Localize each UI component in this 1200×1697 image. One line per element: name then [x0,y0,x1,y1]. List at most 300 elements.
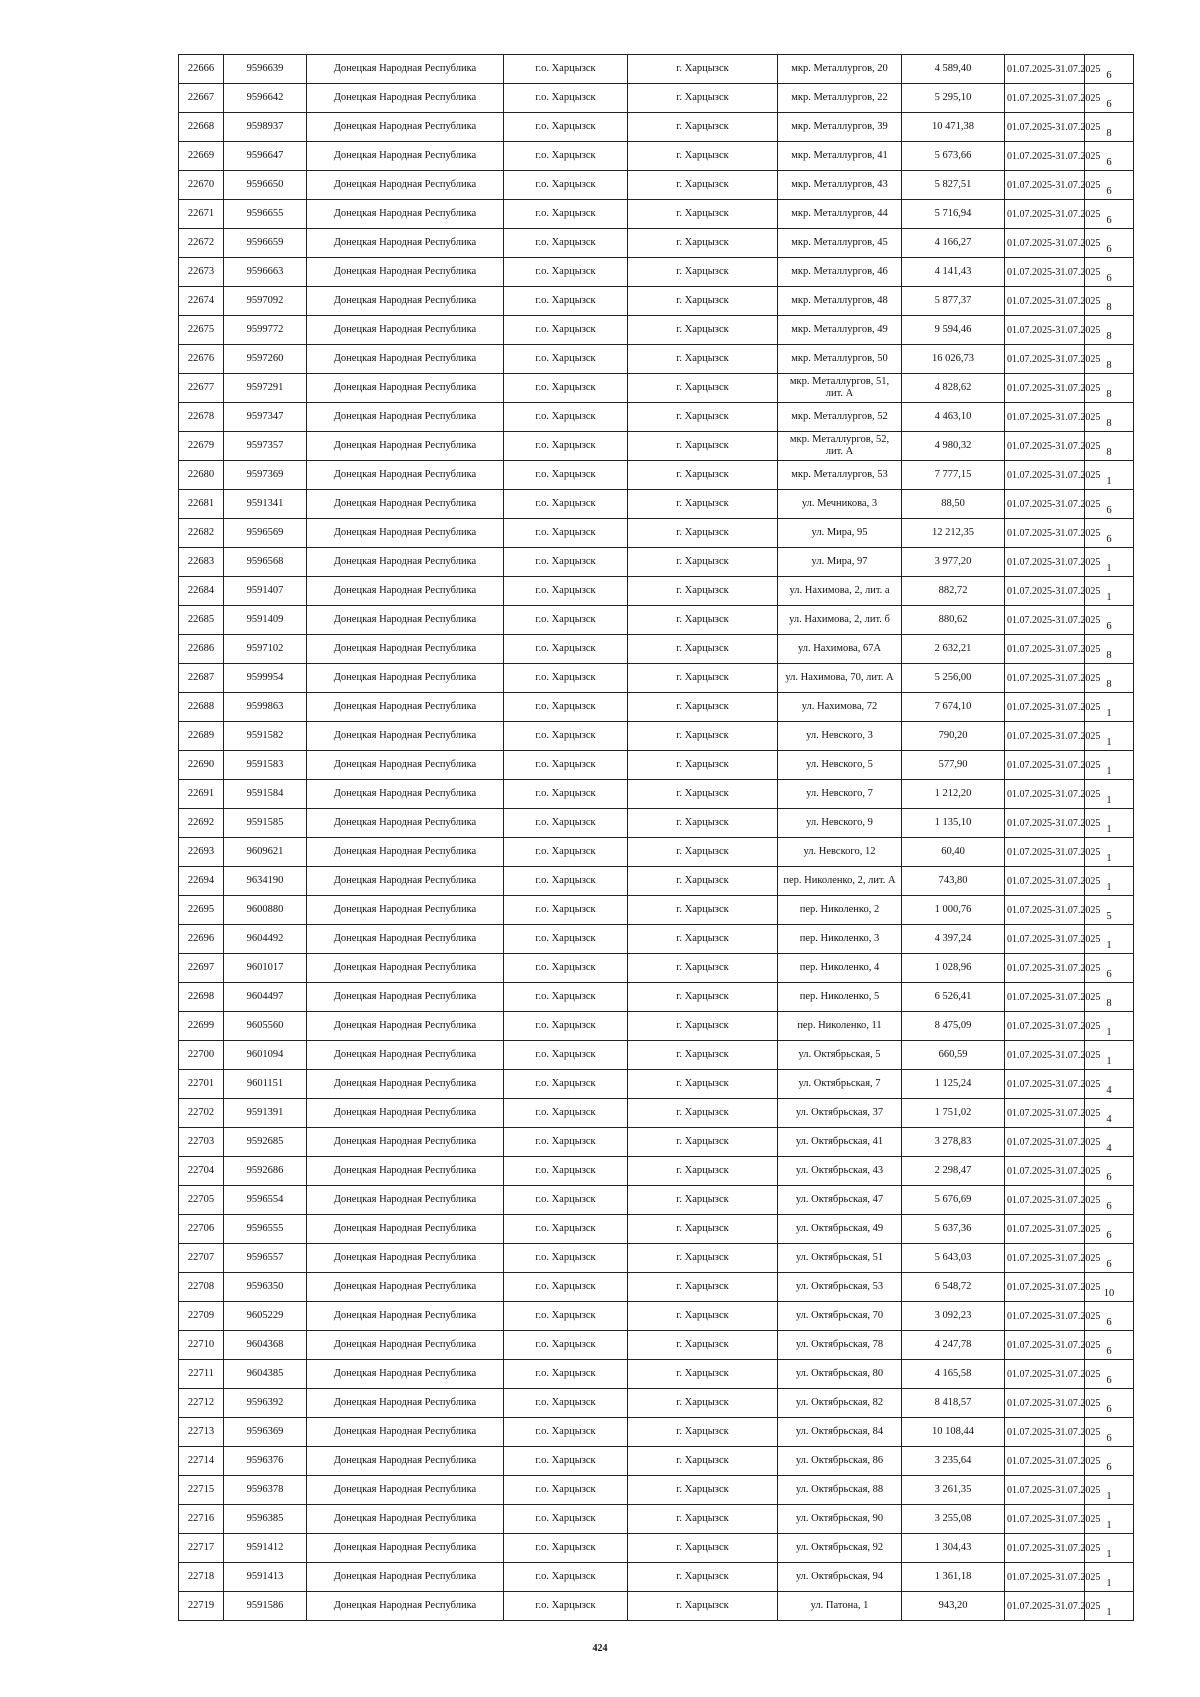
table-row [179,84,1134,113]
city-name: г. Харцызск [628,1244,778,1273]
row-number: 22698 [179,983,224,1012]
table-row [179,896,1134,925]
object-id: 9597092 [224,287,307,316]
street-address: ул. Октябрьская, 5 [778,1041,902,1070]
area-value: 8 475,09 [902,1012,1005,1041]
street-address: ул. Октябрьская, 49 [778,1215,902,1244]
category-number: 1 [1085,548,1134,577]
row-number: 22709 [179,1302,224,1331]
street-address: ул. Октябрьская, 37 [778,1099,902,1128]
period-range: 01.07.2025-31.07.2025 [1005,171,1085,200]
period-range: 01.07.2025-31.07.2025 [1005,577,1085,606]
category-number: 1 [1085,722,1134,751]
city-name: г. Харцызск [628,1215,778,1244]
district-name: г.о. Харцызск [504,1505,628,1534]
district-name: г.о. Харцызск [504,432,628,461]
city-name: г. Харцызск [628,1360,778,1389]
category-number: 6 [1085,1157,1134,1186]
street-address: ул. Невского, 3 [778,722,902,751]
object-id: 9596639 [224,55,307,84]
period-range: 01.07.2025-31.07.2025 [1005,1273,1085,1302]
category-number: 6 [1085,1244,1134,1273]
region-name: Донецкая Народная Республика [307,809,504,838]
district-name: г.о. Харцызск [504,780,628,809]
district-name: г.о. Харцызск [504,258,628,287]
region-name: Донецкая Народная Республика [307,548,504,577]
district-name: г.о. Харцызск [504,1563,628,1592]
category-number: 1 [1085,838,1134,867]
category-number: 6 [1085,84,1134,113]
district-name: г.о. Харцызск [504,577,628,606]
city-name: г. Харцызск [628,171,778,200]
region-name: Донецкая Народная Республика [307,113,504,142]
row-number: 22715 [179,1476,224,1505]
period-range: 01.07.2025-31.07.2025 [1005,258,1085,287]
row-number: 22671 [179,200,224,229]
category-number: 6 [1085,954,1134,983]
table-row [179,954,1134,983]
district-name: г.о. Харцызск [504,925,628,954]
region-name: Донецкая Народная Республика [307,693,504,722]
object-id: 9596350 [224,1273,307,1302]
table-row [179,345,1134,374]
region-name: Донецкая Народная Республика [307,635,504,664]
city-name: г. Харцызск [628,113,778,142]
region-name: Донецкая Народная Республика [307,1447,504,1476]
area-value: 6 548,72 [902,1273,1005,1302]
area-value: 880,62 [902,606,1005,635]
street-address: ул. Октябрьская, 41 [778,1128,902,1157]
row-number: 22692 [179,809,224,838]
region-name: Донецкая Народная Республика [307,461,504,490]
region-name: Донецкая Народная Республика [307,1563,504,1592]
region-name: Донецкая Народная Республика [307,287,504,316]
district-name: г.о. Харцызск [504,142,628,171]
district-name: г.о. Харцызск [504,171,628,200]
region-name: Донецкая Народная Республика [307,925,504,954]
district-name: г.о. Харцызск [504,896,628,925]
table-row [179,519,1134,548]
city-name: г. Харцызск [628,1041,778,1070]
table-row [179,867,1134,896]
street-address: пер. Николенко, 2 [778,896,902,925]
region-name: Донецкая Народная Республика [307,983,504,1012]
period-range: 01.07.2025-31.07.2025 [1005,374,1085,403]
city-name: г. Харцызск [628,1273,778,1302]
region-name: Донецкая Народная Республика [307,838,504,867]
city-name: г. Харцызск [628,693,778,722]
category-number: 8 [1085,287,1134,316]
city-name: г. Харцызск [628,722,778,751]
object-id: 9596650 [224,171,307,200]
region-name: Донецкая Народная Республика [307,519,504,548]
street-address: ул. Октябрьская, 53 [778,1273,902,1302]
row-number: 22688 [179,693,224,722]
row-number: 22690 [179,751,224,780]
category-number: 6 [1085,200,1134,229]
area-value: 2 298,47 [902,1157,1005,1186]
period-range: 01.07.2025-31.07.2025 [1005,461,1085,490]
object-id: 9596568 [224,548,307,577]
city-name: г. Харцызск [628,229,778,258]
category-number: 1 [1085,1534,1134,1563]
period-range: 01.07.2025-31.07.2025 [1005,1186,1085,1215]
city-name: г. Харцызск [628,896,778,925]
city-name: г. Харцызск [628,287,778,316]
row-number: 22676 [179,345,224,374]
street-address: мкр. Металлургов, 49 [778,316,902,345]
category-number: 8 [1085,635,1134,664]
row-number: 22683 [179,548,224,577]
row-number: 22711 [179,1360,224,1389]
street-address: мкр. Металлургов, 52, лит. А [778,432,902,461]
city-name: г. Харцызск [628,1389,778,1418]
city-name: г. Харцызск [628,1447,778,1476]
table-row [179,1215,1134,1244]
category-number: 5 [1085,896,1134,925]
area-value: 7 674,10 [902,693,1005,722]
city-name: г. Харцызск [628,374,778,403]
category-number: 4 [1085,1070,1134,1099]
city-name: г. Харцызск [628,142,778,171]
period-range: 01.07.2025-31.07.2025 [1005,1012,1085,1041]
table-row [179,461,1134,490]
row-number: 22666 [179,55,224,84]
table-row [179,316,1134,345]
district-name: г.о. Харцызск [504,693,628,722]
street-address: мкр. Металлургов, 53 [778,461,902,490]
period-range: 01.07.2025-31.07.2025 [1005,693,1085,722]
region-name: Донецкая Народная Республика [307,606,504,635]
row-number: 22681 [179,490,224,519]
object-id: 9634190 [224,867,307,896]
street-address: ул. Октябрьская, 47 [778,1186,902,1215]
area-value: 88,50 [902,490,1005,519]
row-number: 22693 [179,838,224,867]
category-number: 8 [1085,403,1134,432]
row-number: 22707 [179,1244,224,1273]
district-name: г.о. Харцызск [504,1041,628,1070]
area-value: 10 108,44 [902,1418,1005,1447]
object-id: 9597260 [224,345,307,374]
district-name: г.о. Харцызск [504,664,628,693]
row-number: 22673 [179,258,224,287]
region-name: Донецкая Народная Республика [307,1186,504,1215]
table-row [179,635,1134,664]
district-name: г.о. Харцызск [504,55,628,84]
city-name: г. Харцызск [628,316,778,345]
row-number: 22701 [179,1070,224,1099]
row-number: 22717 [179,1534,224,1563]
area-value: 1 000,76 [902,896,1005,925]
period-range: 01.07.2025-31.07.2025 [1005,1041,1085,1070]
street-address: мкр. Металлургов, 41 [778,142,902,171]
category-number: 1 [1085,751,1134,780]
object-id: 9596376 [224,1447,307,1476]
region-name: Донецкая Народная Республика [307,142,504,171]
period-range: 01.07.2025-31.07.2025 [1005,1215,1085,1244]
street-address: ул. Октябрьская, 82 [778,1389,902,1418]
registry-rows [179,55,1134,1621]
region-name: Донецкая Народная Республика [307,1157,504,1186]
table-row [179,287,1134,316]
period-range: 01.07.2025-31.07.2025 [1005,1447,1085,1476]
district-name: г.о. Харцызск [504,374,628,403]
city-name: г. Харцызск [628,519,778,548]
region-name: Донецкая Народная Республика [307,780,504,809]
district-name: г.о. Харцызск [504,1215,628,1244]
period-range: 01.07.2025-31.07.2025 [1005,200,1085,229]
district-name: г.о. Харцызск [504,1070,628,1099]
city-name: г. Харцызск [628,345,778,374]
region-name: Донецкая Народная Республика [307,1070,504,1099]
row-number: 22667 [179,84,224,113]
table-row [179,1563,1134,1592]
region-name: Донецкая Народная Республика [307,1273,504,1302]
region-name: Донецкая Народная Республика [307,954,504,983]
table-row [179,490,1134,519]
row-number: 22719 [179,1592,224,1621]
district-name: г.о. Харцызск [504,84,628,113]
region-name: Донецкая Народная Республика [307,84,504,113]
district-name: г.о. Харцызск [504,229,628,258]
row-number: 22712 [179,1389,224,1418]
object-id: 9604368 [224,1331,307,1360]
row-number: 22695 [179,896,224,925]
table-row [179,113,1134,142]
period-range: 01.07.2025-31.07.2025 [1005,229,1085,258]
region-name: Донецкая Народная Республика [307,1476,504,1505]
row-number: 22685 [179,606,224,635]
street-address: мкр. Металлургов, 45 [778,229,902,258]
category-number: 1 [1085,809,1134,838]
area-value: 5 295,10 [902,84,1005,113]
row-number: 22668 [179,113,224,142]
category-number: 1 [1085,1505,1134,1534]
region-name: Донецкая Народная Республика [307,1244,504,1273]
street-address: ул. Нахимова, 70, лит. А [778,664,902,693]
area-value: 943,20 [902,1592,1005,1621]
district-name: г.о. Харцызск [504,722,628,751]
city-name: г. Харцызск [628,548,778,577]
period-range: 01.07.2025-31.07.2025 [1005,1099,1085,1128]
region-name: Донецкая Народная Республика [307,896,504,925]
area-value: 5 827,51 [902,171,1005,200]
object-id: 9599772 [224,316,307,345]
city-name: г. Харцызск [628,751,778,780]
area-value: 4 397,24 [902,925,1005,954]
street-address: ул. Октябрьская, 84 [778,1418,902,1447]
area-value: 1 304,43 [902,1534,1005,1563]
row-number: 22679 [179,432,224,461]
object-id: 9592685 [224,1128,307,1157]
period-range: 01.07.2025-31.07.2025 [1005,1360,1085,1389]
street-address: пер. Николенко, 4 [778,954,902,983]
object-id: 9596647 [224,142,307,171]
period-range: 01.07.2025-31.07.2025 [1005,925,1085,954]
region-name: Донецкая Народная Республика [307,403,504,432]
area-value: 1 212,20 [902,780,1005,809]
category-number: 8 [1085,664,1134,693]
category-number: 6 [1085,1447,1134,1476]
object-id: 9601151 [224,1070,307,1099]
district-name: г.о. Харцызск [504,809,628,838]
period-range: 01.07.2025-31.07.2025 [1005,1389,1085,1418]
district-name: г.о. Харцызск [504,548,628,577]
table-row [179,1331,1134,1360]
district-name: г.о. Харцызск [504,1012,628,1041]
region-name: Донецкая Народная Республика [307,1360,504,1389]
region-name: Донецкая Народная Республика [307,722,504,751]
region-name: Донецкая Народная Республика [307,1418,504,1447]
row-number: 22714 [179,1447,224,1476]
street-address: мкр. Металлургов, 51, лит. А [778,374,902,403]
object-id: 9591584 [224,780,307,809]
area-value: 577,90 [902,751,1005,780]
period-range: 01.07.2025-31.07.2025 [1005,809,1085,838]
city-name: г. Харцызск [628,635,778,664]
district-name: г.о. Харцызск [504,1157,628,1186]
district-name: г.о. Харцызск [504,1331,628,1360]
category-number: 1 [1085,925,1134,954]
district-name: г.о. Харцызск [504,316,628,345]
row-number: 22675 [179,316,224,345]
street-address: пер. Николенко, 5 [778,983,902,1012]
region-name: Донецкая Народная Республика [307,345,504,374]
street-address: ул. Невского, 7 [778,780,902,809]
table-row [179,1505,1134,1534]
city-name: г. Харцызск [628,1476,778,1505]
object-id: 9596555 [224,1215,307,1244]
period-range: 01.07.2025-31.07.2025 [1005,316,1085,345]
area-value: 1 028,96 [902,954,1005,983]
object-id: 9597369 [224,461,307,490]
district-name: г.о. Харцызск [504,635,628,664]
city-name: г. Харцызск [628,1186,778,1215]
area-value: 882,72 [902,577,1005,606]
area-value: 3 278,83 [902,1128,1005,1157]
table-row [179,1447,1134,1476]
period-range: 01.07.2025-31.07.2025 [1005,432,1085,461]
area-value: 4 165,58 [902,1360,1005,1389]
district-name: г.о. Харцызск [504,287,628,316]
district-name: г.о. Харцызск [504,954,628,983]
object-id: 9591585 [224,809,307,838]
area-value: 790,20 [902,722,1005,751]
period-range: 01.07.2025-31.07.2025 [1005,983,1085,1012]
table-row [179,838,1134,867]
area-value: 10 471,38 [902,113,1005,142]
city-name: г. Харцызск [628,403,778,432]
period-range: 01.07.2025-31.07.2025 [1005,1157,1085,1186]
city-name: г. Харцызск [628,1331,778,1360]
table-row [179,1099,1134,1128]
region-name: Донецкая Народная Республика [307,1099,504,1128]
row-number: 22696 [179,925,224,954]
street-address: мкр. Металлургов, 46 [778,258,902,287]
district-name: г.о. Харцызск [504,1476,628,1505]
area-value: 7 777,15 [902,461,1005,490]
period-range: 01.07.2025-31.07.2025 [1005,1505,1085,1534]
street-address: ул. Октябрьская, 92 [778,1534,902,1563]
city-name: г. Харцызск [628,983,778,1012]
table-row [179,1389,1134,1418]
row-number: 22684 [179,577,224,606]
object-id: 9599954 [224,664,307,693]
street-address: ул. Нахимова, 72 [778,693,902,722]
district-name: г.о. Харцызск [504,1244,628,1273]
page-number: 424 [592,1643,608,1654]
period-range: 01.07.2025-31.07.2025 [1005,113,1085,142]
street-address: мкр. Металлургов, 20 [778,55,902,84]
table-row [179,1534,1134,1563]
object-id: 9604385 [224,1360,307,1389]
city-name: г. Харцызск [628,1157,778,1186]
category-number: 6 [1085,1302,1134,1331]
object-id: 9591413 [224,1563,307,1592]
city-name: г. Харцызск [628,867,778,896]
category-number: 8 [1085,432,1134,461]
category-number: 1 [1085,780,1134,809]
table-row [179,1418,1134,1447]
period-range: 01.07.2025-31.07.2025 [1005,142,1085,171]
area-value: 6 526,41 [902,983,1005,1012]
table-row [179,1592,1134,1621]
district-name: г.о. Харцызск [504,461,628,490]
street-address: ул. Октябрьская, 80 [778,1360,902,1389]
region-name: Донецкая Народная Республика [307,1012,504,1041]
row-number: 22691 [179,780,224,809]
period-range: 01.07.2025-31.07.2025 [1005,954,1085,983]
city-name: г. Харцызск [628,432,778,461]
row-number: 22706 [179,1215,224,1244]
city-name: г. Харцызск [628,1070,778,1099]
street-address: ул. Октябрьская, 86 [778,1447,902,1476]
region-name: Донецкая Народная Республика [307,258,504,287]
area-value: 4 247,78 [902,1331,1005,1360]
object-id: 9591341 [224,490,307,519]
region-name: Донецкая Народная Республика [307,1331,504,1360]
period-range: 01.07.2025-31.07.2025 [1005,1244,1085,1273]
street-address: ул. Мира, 97 [778,548,902,577]
period-range: 01.07.2025-31.07.2025 [1005,1331,1085,1360]
row-number: 22682 [179,519,224,548]
district-name: г.о. Харцызск [504,403,628,432]
street-address: ул. Октябрьская, 88 [778,1476,902,1505]
street-address: мкр. Металлургов, 22 [778,84,902,113]
district-name: г.о. Харцызск [504,1418,628,1447]
table-row [179,1302,1134,1331]
city-name: г. Харцызск [628,1302,778,1331]
district-name: г.о. Харцызск [504,345,628,374]
table-row [179,1244,1134,1273]
region-name: Донецкая Народная Республика [307,171,504,200]
area-value: 660,59 [902,1041,1005,1070]
row-number: 22686 [179,635,224,664]
table-row [179,751,1134,780]
street-address: пер. Николенко, 2, лит. А [778,867,902,896]
table-row [179,1070,1134,1099]
table-row [179,1186,1134,1215]
table-row [179,229,1134,258]
object-id: 9596659 [224,229,307,258]
category-number: 6 [1085,1215,1134,1244]
area-value: 12 212,35 [902,519,1005,548]
area-value: 2 632,21 [902,635,1005,664]
category-number: 6 [1085,519,1134,548]
period-range: 01.07.2025-31.07.2025 [1005,519,1085,548]
object-id: 9591582 [224,722,307,751]
